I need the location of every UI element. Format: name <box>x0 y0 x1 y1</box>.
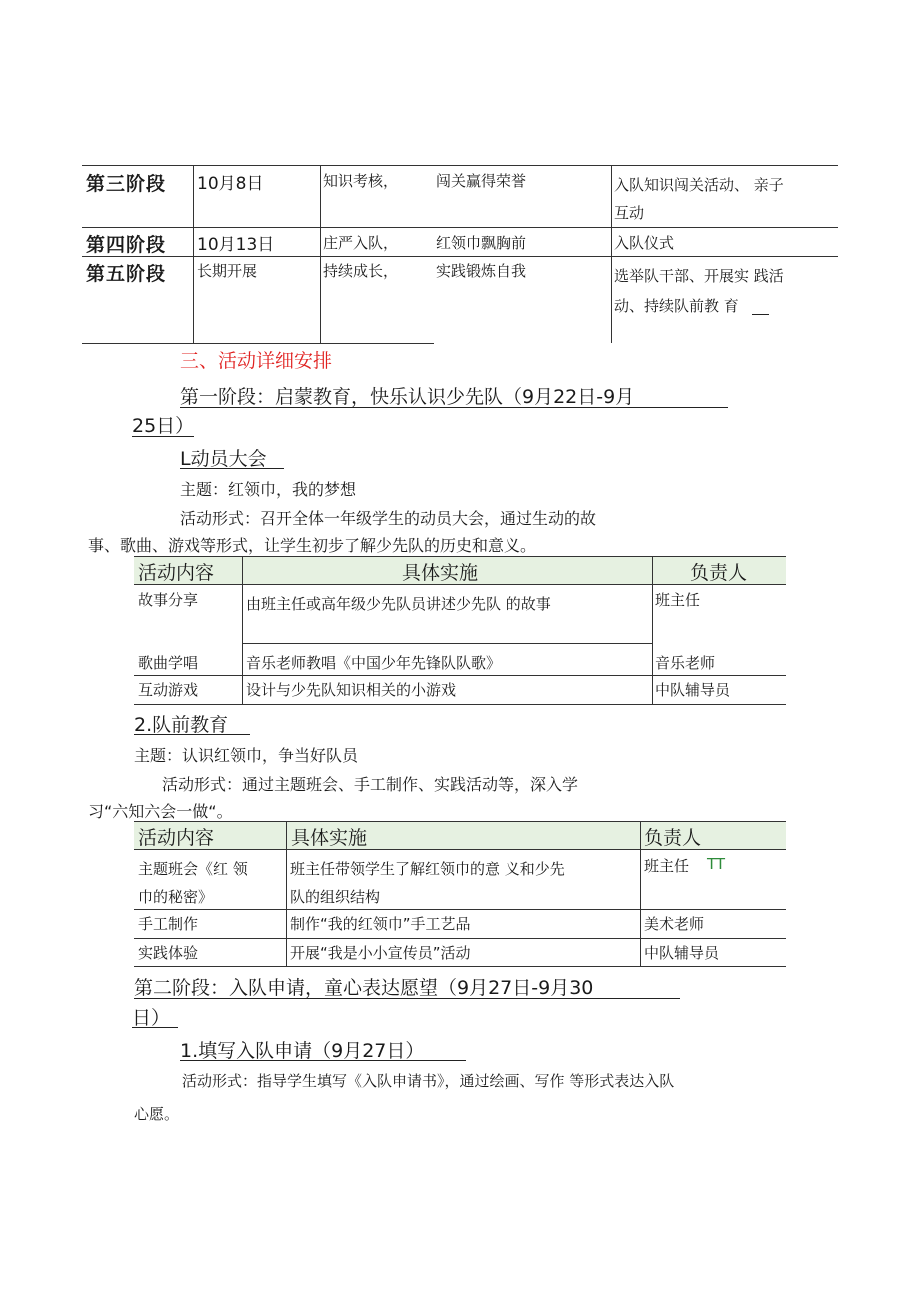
phase-title-cont: 日） <box>132 1007 171 1029</box>
table-cell: 开展“我是小小宣传员”活动 <box>290 944 471 962</box>
table-cell: 音乐老师教唱《中国少年先锋队队歌》 <box>246 654 502 672</box>
table-cell: 歌曲学唱 <box>138 654 199 672</box>
table-header: 活动内容 <box>138 562 215 584</box>
table-cell: 队的组织结构 <box>290 888 381 906</box>
table-cell: 手工制作 <box>138 915 199 933</box>
activity-cell: 动、持续队前教 育 <box>614 297 739 315</box>
theme-line: 主题：认识红领巾，争当好队员 <box>134 746 359 765</box>
edit-mark: TT <box>707 855 726 873</box>
phase-title: 第一阶段：启蒙教育，快乐认识少先队（9月22日-9月 <box>180 386 635 408</box>
activity-cell: 入队仪式 <box>614 234 675 252</box>
table-cell: 实践体验 <box>138 944 199 962</box>
table-cell: 中队辅导员 <box>644 944 720 962</box>
stage-cell: 第三阶段 <box>86 173 167 195</box>
phase-title-cont: 25日） <box>132 415 195 437</box>
table-cell: 互动游戏 <box>138 681 199 699</box>
date-cell: 10月13日 <box>197 235 275 255</box>
table-cell: 设计与少先队知识相关的小游戏 <box>246 681 457 699</box>
activity-cell: 入队知识闯关活动、 亲子 <box>614 176 784 194</box>
theme-cell: 闯关赢得荣誉 <box>436 172 527 190</box>
table-cell: 故事分享 <box>138 591 199 609</box>
table-cell: 美术老师 <box>644 915 705 933</box>
table-cell: 班主任 <box>644 857 690 875</box>
form-line-cont: 习“六知六会一做“。 <box>88 802 233 821</box>
phase-title: 第二阶段：入队申请，童心表达愿望（9月27日-9月30 <box>134 977 594 999</box>
theme-cell: 实践锻炼自我 <box>436 262 527 280</box>
table-cell: 制作“我的红领巾”手工艺品 <box>290 915 471 933</box>
theme-cell: 知识考核， <box>323 172 399 190</box>
table-cell: 巾的秘密》 <box>138 888 214 906</box>
form-line: 活动形式：召开全体一年级学生的动员大会，通过生动的故 <box>180 509 597 528</box>
theme-cell: 红领巾飘胸前 <box>436 234 527 252</box>
table-header: 具体实施 <box>402 562 479 584</box>
theme-cell: 庄严入队， <box>323 234 399 252</box>
table-header: 负责人 <box>690 562 748 584</box>
form-line-cont: 事、歌曲、游戏等形式，让学生初步了解少先队的历史和意义。 <box>88 536 537 555</box>
form-line: 活动形式：通过主题班会、手工制作、实践活动等，深入学 <box>162 775 579 794</box>
stage-cell: 第五阶段 <box>86 263 167 285</box>
form-line: 活动形式：指导学生填写《入队申请书》，通过绘画、写作 等形式表达入队 <box>182 1072 675 1090</box>
theme-cell: 持续成长， <box>323 262 399 280</box>
date-cell: 10月8日 <box>197 174 264 194</box>
table-header: 负责人 <box>644 827 702 849</box>
date-cell: 长期开展 <box>197 262 258 280</box>
stage-cell: 第四阶段 <box>86 234 167 256</box>
table-cell: 音乐老师 <box>655 654 716 672</box>
table-cell: 主题班会《红 领 <box>138 860 248 878</box>
table-header: 活动内容 <box>138 827 215 849</box>
table-cell: 班主任带领学生了解红领巾的意 义和少先 <box>290 860 565 878</box>
theme-line: 主题：红领巾，我的梦想 <box>180 480 357 499</box>
table-header: 具体实施 <box>291 827 368 849</box>
form-line-cont: 心愿。 <box>134 1105 180 1123</box>
section-title: 三、活动详细安排 <box>180 350 333 372</box>
activity-cell: 互动 <box>614 204 645 222</box>
item-title: L动员大会 <box>180 448 267 470</box>
table-cell: 由班主任或高年级少先队员讲述少先队 的故事 <box>246 595 551 613</box>
activity-cell: 选举队干部、开展实 践活 <box>614 267 784 285</box>
table-cell: 中队辅导员 <box>655 681 731 699</box>
item-title: 1.填写入队申请（9月27日） <box>180 1040 425 1062</box>
item-title: 2.队前教育 <box>134 714 229 736</box>
table-cell: 班主任 <box>655 591 701 609</box>
